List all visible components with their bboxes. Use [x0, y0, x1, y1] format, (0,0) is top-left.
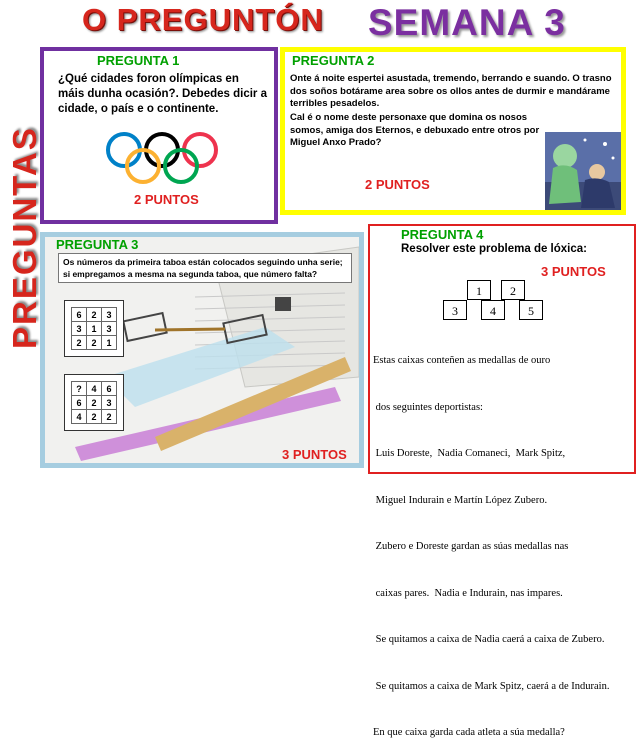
- table-cell: 6: [72, 396, 87, 410]
- table-row: [72, 410, 117, 424]
- table-cell: 2: [87, 308, 102, 322]
- table-cell: 3: [102, 308, 117, 322]
- medal-box-5: 5: [519, 300, 543, 320]
- table-cell: 4: [72, 410, 87, 424]
- table-row: [72, 322, 117, 336]
- table-row: [72, 336, 117, 350]
- question-2-text-2: Cal é o nome deste personaxe que domina os nosos somos, amiga dos Eternos, e debuxado entre otros por Miguel Anxo Prado?: [290, 112, 540, 148]
- table-cell: 2: [72, 336, 87, 350]
- question-1-heading: PREGUNTA 1: [97, 53, 180, 68]
- question-3-heading: PREGUNTA 3: [56, 237, 139, 252]
- question-2-points: 2 PUNTOS: [365, 177, 430, 192]
- olympic-rings-icon: [104, 130, 230, 186]
- table-cell: 1: [102, 336, 117, 350]
- table-cell: 2: [102, 410, 117, 424]
- medal-box-2: 2: [501, 280, 525, 300]
- question-4-text: [373, 322, 635, 756]
- table-cell: 3: [72, 322, 87, 336]
- series-table-2: [64, 374, 124, 431]
- text-line: dos seguintes deportistas:: [373, 401, 483, 413]
- text-line: Se quitamos a caixa de Nadia caerá a caixa de Zubero.: [373, 634, 605, 645]
- question-3-prompt: Os números da primeira taboa están colocados seguindo unha serie; si empregamos a mesma na segunda taboa, que número falta?: [58, 253, 352, 283]
- table-cell: 2: [87, 336, 102, 350]
- series-table-1: [64, 300, 124, 357]
- medal-box-4: 4: [481, 300, 505, 320]
- question-4-heading: PREGUNTA 4: [401, 227, 484, 242]
- text-line: Miguel Indurain e Martín López Zubero.: [373, 494, 548, 506]
- medal-box-3: 3: [443, 300, 467, 320]
- question-1-points: 2 PUNTOS: [134, 192, 199, 207]
- table-row: [72, 396, 117, 410]
- table-cell: 3: [102, 396, 117, 410]
- table-cell: ?: [72, 382, 87, 396]
- table-cell: 4: [87, 382, 102, 396]
- week-title: SEMANA 3: [368, 2, 566, 43]
- question-2-heading: PREGUNTA 2: [292, 53, 375, 68]
- page-title: O PREGUNTÓN: [82, 2, 324, 37]
- text-line: caixas pares. Nadia e Indurain, nas impares.: [373, 587, 563, 599]
- text-line: Luis Doreste, Nadia Comaneci, Mark Spitz,: [373, 448, 566, 459]
- table-row: [72, 308, 117, 322]
- text-line: En que caixa garda cada atleta a súa medalla?: [373, 727, 565, 738]
- medal-box-1: 1: [467, 280, 491, 300]
- side-label: PREGUNTAS: [6, 126, 43, 349]
- text-line: Estas caixas conteñen as medallas de ouro: [373, 355, 551, 366]
- table-cell: 6: [72, 308, 87, 322]
- table-cell: 2: [87, 410, 102, 424]
- table-row: [72, 382, 117, 396]
- table-cell: 2: [87, 396, 102, 410]
- table-cell: 3: [102, 322, 117, 336]
- question-4-subheading: Resolver este problema de lóxica:: [401, 243, 587, 255]
- text-line: Zubero e Doreste gardan as súas medallas nas: [373, 541, 569, 552]
- sandman-illustration: [545, 132, 621, 210]
- table-cell: 6: [102, 382, 117, 396]
- question-4-points: 3 PUNTOS: [541, 264, 606, 279]
- question-2-text: Onte á noite espertei asustada, tremendo, berrando e suando. O trasno dos soños botárame area sobre os ollos antes de durmir e mandárame terribles pesadelos.: [290, 73, 612, 109]
- question-1-text: ¿Qué cidades foron olímpicas en máis dunha ocasión?. Debedes dicir a cidade, o país e o continente.: [58, 73, 267, 115]
- text-line: Se quitamos a caixa de Mark Spitz, caerá a de Indurain.: [373, 680, 610, 692]
- table-cell: 1: [87, 322, 102, 336]
- question-3-points: 3 PUNTOS: [282, 447, 347, 462]
